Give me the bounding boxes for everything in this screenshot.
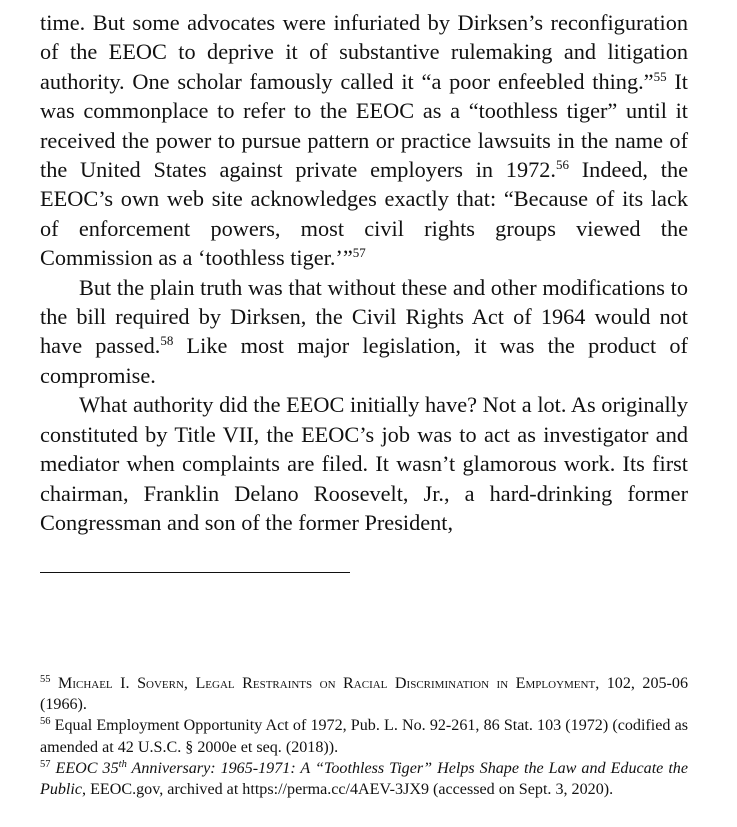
footnote-55-author: Michael I. Sovern: [58, 675, 184, 692]
footnote-number-55: 55: [40, 674, 51, 685]
footnote-57-rest: , EEOC.gov, archived at https://perma.cc/4AEV-3JX9 (accessed on Sept. 3, 2020).: [82, 781, 614, 799]
paragraph-3-text-a: What authority did the EEOC initially have? Not a lot. As originally constituted by Title VII, the EEOC’s job was to act as investigator and mediator when complaints are filed. It wasn’t glamorous work. Its first chairman, Franklin Delano Roosevelt, Jr., a hard-drinking former Congressman and son of the former President,: [40, 392, 688, 535]
paragraph-1-text-b: It was commonplace to refer to the EEOC as a “toothless tiger” until it received the power to pursue pattern or practice lawsuits in the name of the United States against private employers in 1972.: [40, 68, 688, 183]
footnote-57-title-b: Anniversary: 1965-1971: A “Toothless Tiger” Helps Shape the Law and Educate the Public: [40, 759, 688, 799]
footnote-number-56: 56: [40, 716, 51, 728]
document-page: [40, 8, 688, 537]
paragraph-1: [40, 8, 688, 273]
footnote-number-57: 57: [40, 758, 51, 770]
footnote-57: [40, 758, 688, 800]
footnotes: [40, 673, 688, 800]
paragraph-2-text-a: But the plain truth was that without these and other modifications to the bill required by Dirksen, the Civil Rights Act of 1964 would not have passed.: [40, 274, 688, 359]
footnote-ref-55[interactable]: 55: [653, 68, 667, 84]
paragraph-1-text-a: time. But some advocates were infuriated by Dirksen’s reconfiguration of the EEOC to deprive it of substantive rulemaking and litigation authority. One scholar famously called it “a poor enfeebled thing.”: [40, 10, 688, 94]
footnote-ref-57[interactable]: 57: [352, 245, 366, 261]
footnote-ref-58[interactable]: 58: [160, 333, 174, 349]
paragraph-2-text-b: Like most major legislation, it was the product of compromise.: [40, 333, 688, 388]
footnote-56-text: Equal Employment Opportunity Act of 1972, Pub. L. No. 92-261, 86 Stat. 103 (1972) (codified as amended at 42 U.S.C. § 2000e et seq. (2018)).: [40, 717, 688, 756]
paragraph-1-text-c: Indeed, the EEOC’s own web site acknowledges exactly that: “Because of its lack of enforcement powers, most civil rights groups viewed the Commission as a ‘toothless tiger.’”: [40, 157, 688, 271]
paragraph-3: [40, 390, 688, 537]
body-text: [40, 8, 688, 537]
footnote-separator: [40, 572, 350, 573]
paragraph-2: [40, 273, 688, 391]
footnote-57-title-a: EEOC 35: [55, 759, 119, 777]
footnote-55-title: Legal Restraints on Racial Discrimination in Employment: [195, 675, 596, 692]
footnote-ref-56[interactable]: 56: [555, 157, 569, 173]
footnote-56: [40, 715, 688, 757]
footnote-55-rest: , 102, 205-06 (1966).: [40, 675, 688, 714]
footnote-55: $^{55}$ Michael I. Sovern, Legal Restraints on Racial Discrimination in Employment, 102, 205-06 (1966).: [40, 674, 688, 714]
footnote-57-title-sup: th: [118, 758, 127, 770]
